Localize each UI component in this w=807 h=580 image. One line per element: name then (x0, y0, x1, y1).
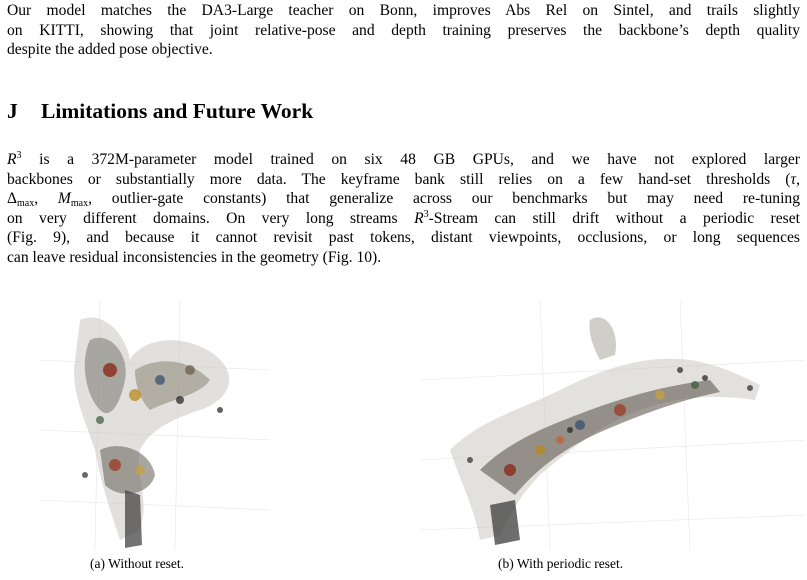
model-superscript: 3 (423, 208, 429, 220)
limitations-text: , outlier-gate constants) that generalize across our benchmarks but may need re-tuning (88, 190, 800, 207)
section-heading (7, 97, 313, 125)
limitations-line-1 (7, 150, 800, 170)
figure-a-cloud (74, 317, 229, 548)
limitations-line-5: (Fig. 9), and because it cannot revisit past tokens, distant viewpoints, occlusions, or long sequences (7, 229, 800, 246)
tau-symbol: τ (790, 170, 797, 188)
section-title: Limitations and Future Work (41, 99, 314, 123)
limitations-text: backbones or substantially more data. The keyframe bank still relies on a few hand-set thresholds ( (7, 170, 791, 188)
figure-b-caption: (b) With periodic reset. (498, 556, 624, 571)
model-symbol: R (414, 209, 424, 227)
intro-paragraph (7, 1, 800, 60)
max-subscript: max (70, 198, 89, 209)
figure-b-cloud (450, 317, 760, 545)
model-symbol: R (7, 151, 17, 168)
figure-b-point-cloud (420, 300, 805, 550)
max-subscript: max (17, 198, 35, 209)
limitations-text: is a 372M-parameter model trained on six 48 GB GPUs, and we have not explored larger (21, 151, 800, 168)
model-superscript: 3 (16, 150, 22, 161)
limitations-text: -Stream can still drift without a periodic reset (428, 209, 800, 227)
intro-line-3: despite the added pose objective. (7, 41, 213, 58)
intro-line-2: on KITTI, showing that joint relative-pose and depth training preserves the backbone’s depth quality (7, 21, 800, 39)
figure-a-caption: (a) Without reset. (90, 556, 185, 571)
intro-line-1: Our model matches the DA3-Large teacher on Bonn, improves Abs Rel on Sintel, and trails slightly (7, 2, 800, 19)
limitations-line-2 (7, 170, 800, 190)
limitations-text: on very different domains. On very long streams (7, 209, 415, 227)
limitations-text: , (796, 170, 800, 188)
limitations-line-3 (7, 189, 800, 209)
section-number: J (7, 99, 18, 123)
limitations-paragraph (7, 150, 800, 267)
limitations-line-4 (7, 209, 800, 229)
limitations-line-6: can leave residual inconsistencies in the geometry (Fig. 10). (7, 248, 382, 266)
delta-symbol: Δ (7, 190, 18, 207)
figure-a-point-cloud (40, 300, 270, 550)
m-symbol: M (57, 190, 71, 207)
limitations-text: , (34, 190, 58, 207)
